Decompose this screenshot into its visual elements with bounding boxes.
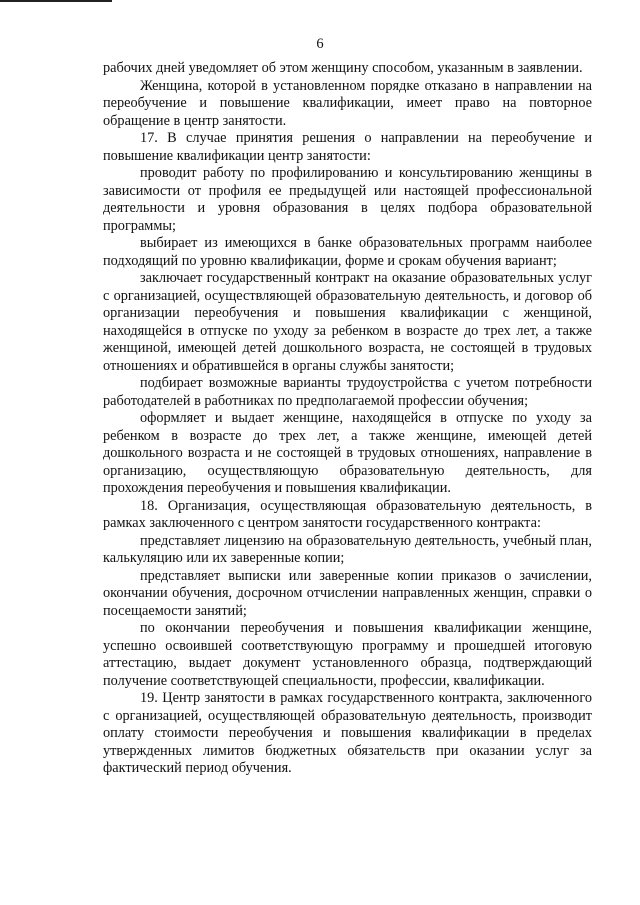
paragraph: 17. В случае принятия решения о направлении на переобучение и повышение квалификации центр занятости: (103, 130, 592, 164)
paragraph: выбирает из имеющихся в банке образовательных программ наиболее подходящий по уровню квалификации, форме и срокам обучения вариант; (103, 235, 592, 269)
document-body (103, 60, 592, 778)
paragraph: заключает государственный контракт на оказание образовательных услуг с организацией, осуществляющей образовательную деятельность, и договор об организации переобучения и повышения квалификации с женщиной, находящейся в отпуске по уходу за ребенком в возрасте до трех лет, а также женщиной, имеющей детей дошкольного возраста, не состоящей в трудовых отношениях и обратившейся в органы службы занятости; (103, 270, 592, 374)
paragraph: рабочих дней уведомляет об этом женщину способом, указанным в заявлении. (103, 60, 583, 76)
paragraph: оформляет и выдает женщине, находящейся в отпуске по уходу за ребенком в возрасте до трех лет, а также женщине, имеющей детей дошкольного возраста и не состоящей в трудовых отношениях, направление в организацию, осуществляющую образовательную деятельность, для прохождения переобучения и повышения квалификации. (103, 410, 592, 496)
page-number: 6 (316, 36, 324, 52)
paragraph: подбирает возможные варианты трудоустройства с учетом потребности работодателей в работниках по предполагаемой профессии обучения; (103, 375, 592, 409)
paragraph: по окончании переобучения и повышения квалификации женщине, успешно освоившей соответствующую программу и прошедшей итоговую аттестацию, выдает документ установленного образца, подтверждающий получение соответствующей специальности, профессии, квалификации. (103, 620, 592, 689)
paragraph: представляет выписки или заверенные копии приказов о зачислении, окончании обучения, досрочном отчислении направленных женщин, справки о посещаемости занятий; (103, 567, 592, 619)
paragraph: Женщина, которой в установленном порядке отказано в направлении на переобучение и повышение квалификации, имеет право на повторное обращение в центр занятости. (103, 77, 592, 129)
paragraph: представляет лицензию на образовательную деятельность, учебный план, калькуляцию или их заверенные копии; (103, 532, 592, 566)
paragraph: 19. Центр занятости в рамках государственного контракта, заключенного с организацией, осуществляющей образовательную деятельность, производит оплату стоимости переобучения и повышения квалификации в пределах утвержденных лимитов бюджетных обязательств при оказании услуг за фактический период обучения. (103, 690, 592, 776)
header-rule (0, 0, 112, 2)
paragraph: 18. Организация, осуществляющая образовательную деятельность, в рамках заключенного с центром занятости государственного контракта: (103, 497, 592, 531)
paragraph: проводит работу по профилированию и консультированию женщины в зависимости от профиля ее предыдущей или настоящей профессиональной деятельности и уровня образования в целях подбора образовательной программы; (103, 165, 592, 234)
